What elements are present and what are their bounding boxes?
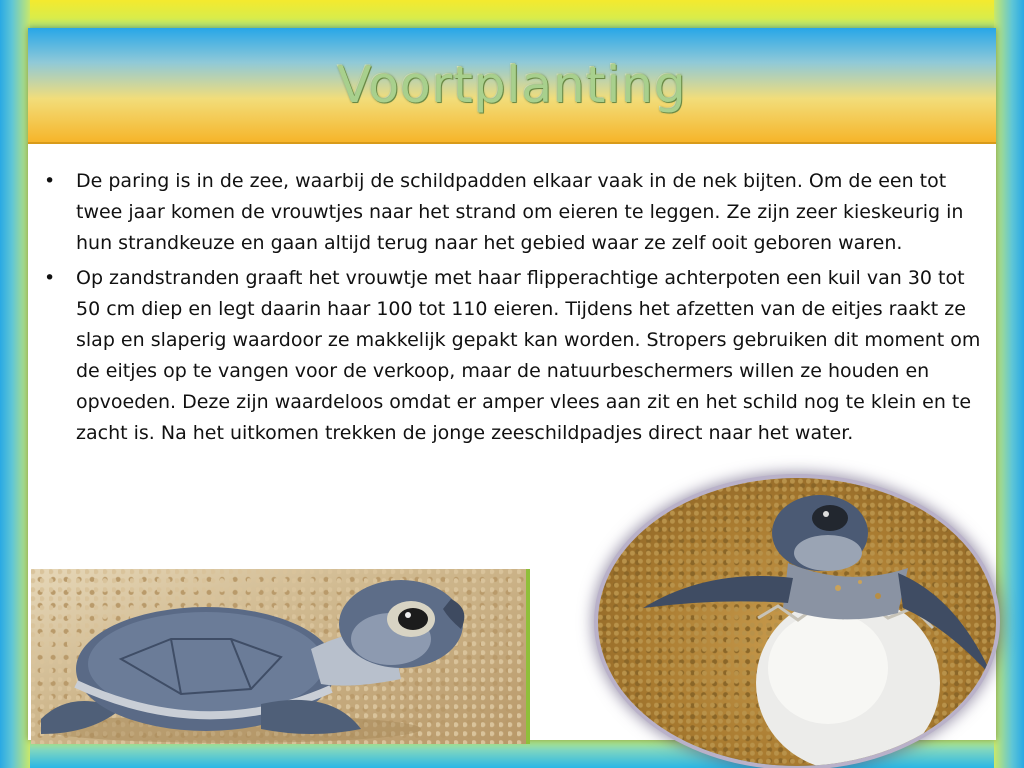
bullet-symbol: • [44,170,56,192]
baby-turtle-illustration [31,569,526,744]
slide-title: Voortplanting [337,56,687,114]
frame-right-border [994,0,1024,768]
title-band [28,28,996,144]
frame-top-border [0,0,1024,30]
bullet-symbol: • [44,267,56,289]
bullet-text: Op zandstranden graaft het vrouwtje met haar flipperachtige achterpoten een kuil van 30 tot 50 cm diep en legt daarin haar 100 tot 110 eieren. Tijdens het afzetten van de eitjes raakt ze slap en slaperig waardoor ze makkelijk gepakt kan worden. Stropers gebruiken dit moment om de eitjes op te vangen voor de verkoop, maar de natuurbeschermers willen ze houden en opvoeden. Deze zijn waardeloos omdat er amper vlees aan zit en het schild nog te klein en te zacht is. Na het uitkomen trekken de jonge zeeschildpadjes direct naar het water. [76,267,981,444]
bullet-list [40,166,992,453]
bullet-text: De paring is in de zee, waarbij de schildpadden elkaar vaak in de nek bijten. Om de een tot twee jaar komen de vrouwtjes naar het strand om eieren te leggen. Ze zijn zeer kieskeurig in hun strandkeuze en gaan altijd terug naar het gebied waar ze zelf ooit geboren waren. [76,170,964,254]
hatching-turtle-illustration [598,478,996,766]
baby-turtle-photo [31,569,530,744]
frame-left-border [0,0,30,768]
bullet-item [40,166,992,259]
bullet-item [40,263,992,449]
hatching-turtle-photo [598,478,996,766]
